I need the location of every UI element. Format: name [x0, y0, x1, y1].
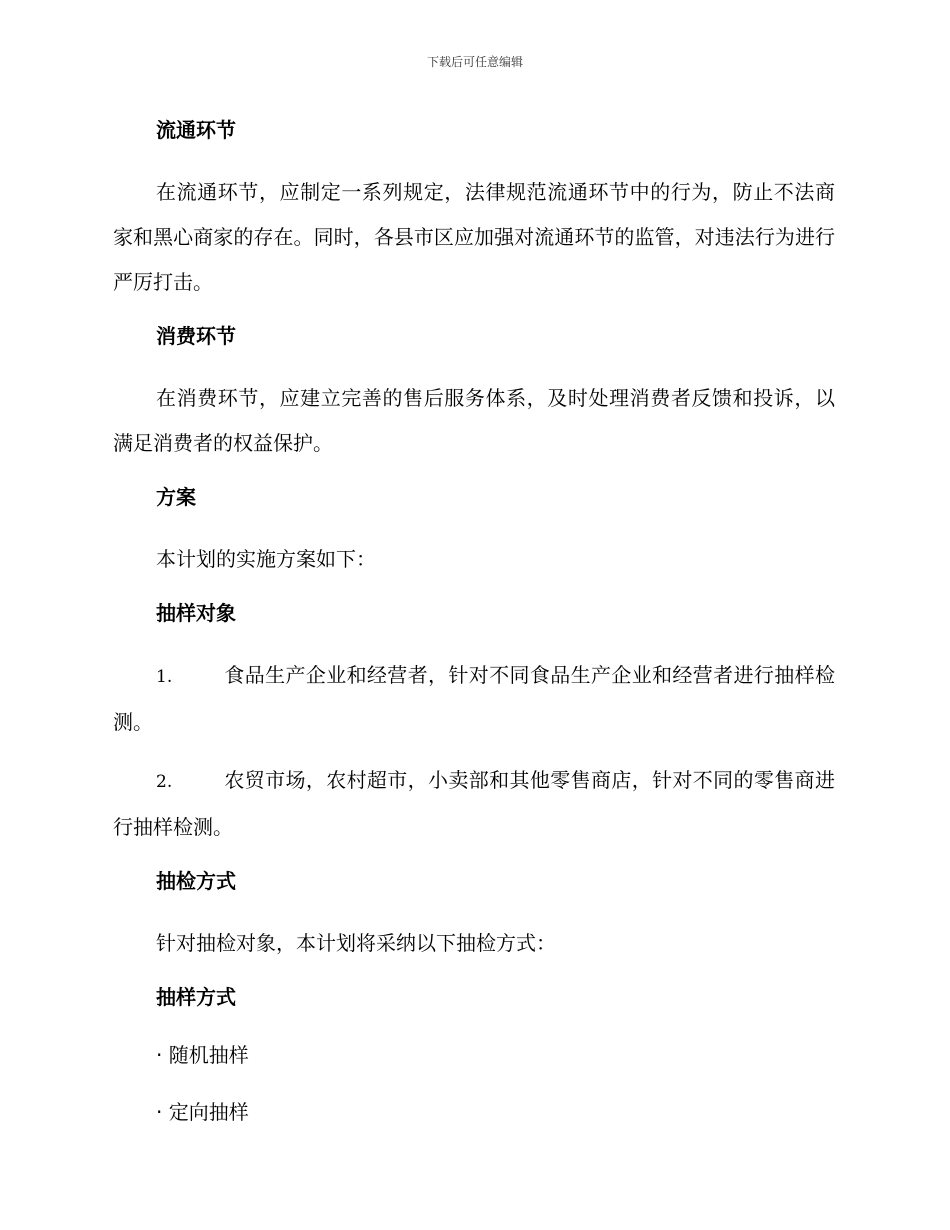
list-item-number: 2.	[156, 772, 173, 792]
paragraph-consumption: 在消费环节，应建立完善的售后服务体系，及时处理消费者反馈和投诉，以满足消费者的权益保护。	[113, 386, 835, 455]
page-header: 下载后可任意编辑	[426, 55, 523, 69]
list-item-number: 1.	[156, 667, 173, 687]
section-heading-inspection-method: 抽检方式	[156, 869, 236, 893]
section-heading-consumption: 消费环节	[156, 324, 236, 348]
list-item-text: 食品生产企业和经营者，针对不同食品生产企业和经营者进行抽样检测。	[113, 663, 835, 734]
paragraph-inspection-method: 针对抽检对象，本计划将采纳以下抽检方式：	[156, 931, 556, 955]
bullet-item: · 随机抽样	[156, 1043, 249, 1067]
paragraph-circulation: 在流通环节，应制定一系列规定，法律规范流通环节中的行为，防止不法商家和黑心商家的存在。同时，各县市区应加强对流通环节的监管，对违法行为进行严厉打击。	[113, 180, 835, 294]
section-heading-plan: 方案	[156, 485, 196, 509]
list-item	[113, 758, 835, 850]
section-heading-circulation: 流通环节	[156, 118, 236, 142]
list-item	[113, 653, 835, 745]
section-heading-sampling-target: 抽样对象	[156, 601, 236, 625]
bullet-item: · 定向抽样	[156, 1100, 249, 1124]
section-heading-sampling-method: 抽样方式	[156, 985, 236, 1009]
paragraph-plan: 本计划的实施方案如下：	[156, 547, 376, 571]
list-item-text: 农贸市场，农村超市，小卖部和其他零售商店，针对不同的零售商进行抽样检测。	[113, 768, 835, 839]
document-body	[113, 112, 835, 1151]
